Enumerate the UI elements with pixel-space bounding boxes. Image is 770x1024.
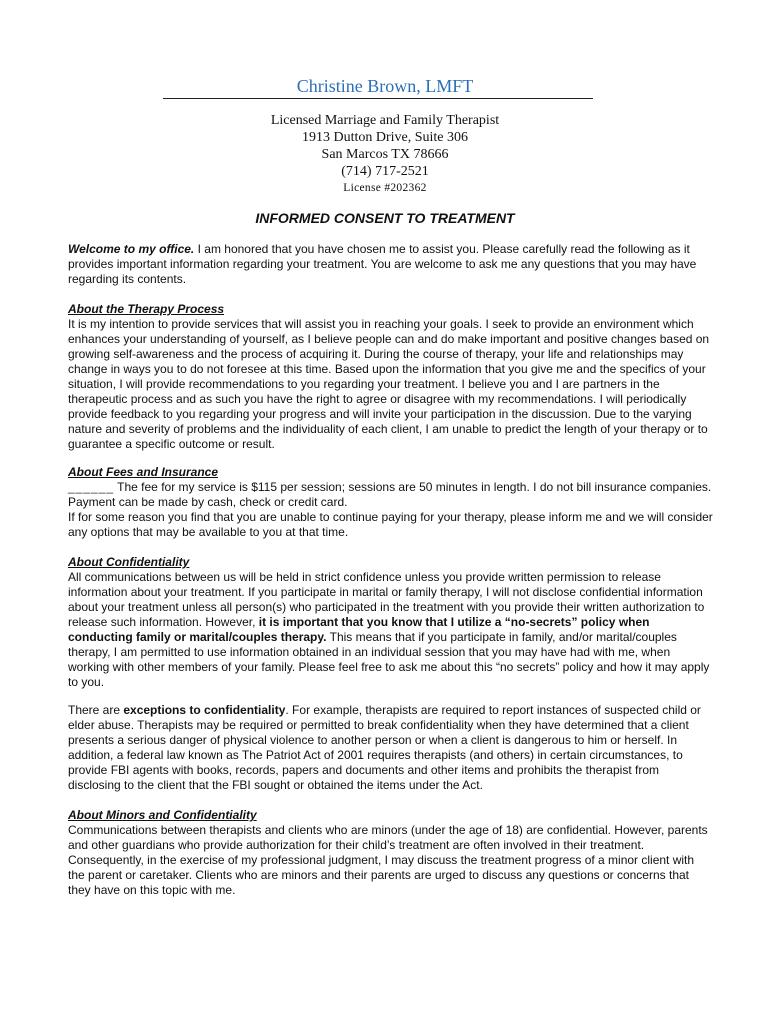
minors-section <box>68 808 714 898</box>
fees-heading: About Fees and Insurance <box>68 465 219 479</box>
confidentiality-section <box>68 555 714 690</box>
exceptions-pre: There are <box>68 703 124 717</box>
welcome-lead: Welcome to my office. <box>68 242 195 256</box>
address-line-2: San Marcos TX 78666 <box>321 147 449 162</box>
exceptions-section <box>68 703 714 793</box>
confidentiality-text-2: This means that if you participate in family, and/or marital/couples therapy, I am permitted to use information obtained in an individual session that you may have had with me, when working with other members of your family. Please feel free to ask me about this “no secrets” policy and how it may apply to you. <box>68 630 710 689</box>
header-divider <box>163 98 593 99</box>
minors-heading: About Minors and Confidentiality <box>68 808 257 822</box>
document-title: INFORMED CONSENT TO TREATMENT <box>255 210 515 226</box>
welcome-text: I am honored that you have chosen me to assist you. Please carefully read the following as it provides important information regarding your treatment. You are welcome to ask me any questions that you may have regarding its contents. <box>68 242 697 286</box>
therapy-section <box>68 302 714 452</box>
confidentiality-heading: About Confidentiality <box>68 555 190 569</box>
phone-number: (714) 717-2521 <box>341 164 429 179</box>
no-secrets-policy: it is important that you know that I utilize a “no-secrets” policy when conducting family or marital/couples therapy. <box>68 615 650 644</box>
fee-initials-blank: ______ <box>68 480 115 494</box>
fees-section <box>68 465 714 540</box>
therapy-heading: About the Therapy Process <box>68 302 225 316</box>
welcome-section <box>68 242 714 287</box>
exceptions-bold: exceptions to confidentiality <box>123 703 286 717</box>
therapy-text: It is my intention to provide services that will assist you in reaching your goals. I seek to provide an environment which enhances your understanding of yourself, as I believe people can and do make important and positive changes based on growing self-awareness and the process of acquiring it. During the course of therapy, your life and relationships may change in ways you to do not foresee at this time. Based upon the information that you give me and the specifics of your situation, I will provide recommendations to you regarding your treatment. I believe you and I are partners in the therapeutic process and as such you have the right to agree or disagree with my recommendations. I will periodically provide feedback to you regarding your progress and will invite your participation in the discussion. Due to the varying nature and severity of problems and the individuality of each client, I am unable to predict the length of your therapy or to guarantee a specific outcome or result. <box>68 317 710 451</box>
minors-text: Communications between therapists and clients who are minors (under the age of 18) are confidential. However, parents and other guardians who provide authorization for their child’s treatment are often involved in their treatment. Consequently, in the exercise of my professional judgment, I may discuss the treatment progress of a minor client with the parent or caretaker. Clients who are minors and their parents are urged to discuss any questions or concerns that they have on this topic with me. <box>68 823 708 897</box>
license-number: License #202362 <box>343 182 427 194</box>
therapist-title: Licensed Marriage and Family Therapist <box>270 113 500 128</box>
fees-text-2: If for some reason you find that you are unable to continue paying for your therapy, please inform me and we will consider any options that may be available to you at that time. <box>68 510 713 539</box>
confidentiality-text-1: All communications between us will be held in strict confidence unless you provide written permission to release information about your treatment. If you participate in marital or family therapy, I will not disclose confidential information about your treatment unless all person(s) who participated in the treatment with you provide their written authorization to release such information. However, <box>68 570 705 629</box>
fees-text-1: The fee for my service is $115 per session; sessions are 50 minutes in length. I do not bill insurance companies. Payment can be made by cash, check or credit card. <box>68 480 712 509</box>
exceptions-text: . For example, therapists are required to report instances of suspected child or elder abuse. Therapists may be required or permitted to break confidentiality when they have determined that a client presents a serious danger of physical violence to another person or when a client is dangerous to him or herself. In addition, a federal law known as The Patriot Act of 2001 requires therapists (and others) in certain circumstances, to provide FBI agents with books, records, papers and documents and other items and prohibits the therapist from disclosing to the client that the FBI sought or obtained the items under the Act. <box>68 703 701 792</box>
therapist-name: Christine Brown, LMFT <box>296 76 474 96</box>
address-line-1: 1913 Dutton Drive, Suite 306 <box>301 130 469 145</box>
